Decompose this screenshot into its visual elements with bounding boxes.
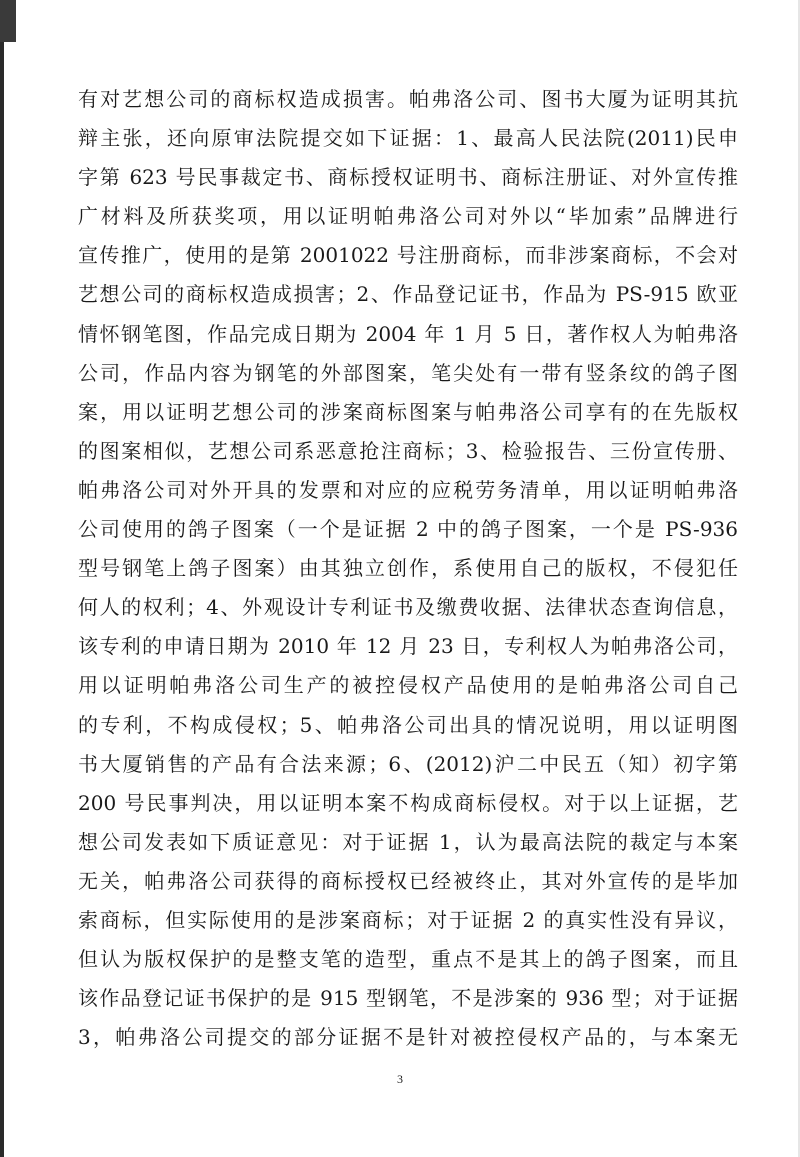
text-line: 200 号民事判决，用以证明本案不构成商标侵权。对于以上证据，艺	[78, 790, 738, 815]
text-line: 何人的权利；4、外观设计专利证书及缴费收据、法律状态查询信息，	[78, 595, 738, 620]
text-line: 但认为版权保护的是整支笔的造型，重点不是其上的鸽子图案，而且	[78, 947, 738, 972]
text-line: 公司使用的鸽子图案（一个是证据 2 中的鸽子图案，一个是 PS-936	[78, 517, 738, 542]
text-line: 无关，帕弗洛公司获得的商标授权已经被终止，其对外宣传的是毕加	[78, 868, 738, 893]
text-line: 的专利，不构成侵权；5、帕弗洛公司出具的情况说明，用以证明图	[78, 712, 738, 737]
text-line: 索商标，但实际使用的是涉案商标；对于证据 2 的真实性没有异议，	[78, 907, 738, 932]
text-line: 型号钢笔上鸽子图案）由其独立创作，系使用自己的版权，不侵犯任	[78, 556, 738, 581]
text-line: 用以证明帕弗洛公司生产的被控侵权产品使用的是帕弗洛公司自己	[78, 673, 738, 698]
page-number: 3	[397, 1072, 403, 1086]
text-line: 案，用以证明艺想公司的涉案商标图案与帕弗洛公司享有的在先版权	[78, 399, 738, 424]
text-line: 3，帕弗洛公司提交的部分证据不是针对被控侵权产品的，与本案无	[78, 1025, 738, 1050]
text-line: 艺想公司的商标权造成损害；2、作品登记证书，作品为 PS-915 欧亚	[78, 282, 738, 307]
text-line: 宣传推广，使用的是第 2001022 号注册商标，而非涉案商标，不会对	[78, 243, 738, 268]
scan-edge-corner	[0, 0, 16, 42]
text-line: 辩主张，还向原审法院提交如下证据：1、最高人民法院(2011)民申	[78, 126, 738, 151]
text-line: 广材料及所获奖项，用以证明帕弗洛公司对外以“毕加索”品牌进行	[78, 204, 738, 229]
text-line: 字第 623 号民事裁定书、商标授权证明书、商标注册证、对外宣传推	[78, 165, 738, 190]
text-line: 帕弗洛公司对外开具的发票和对应的应税劳务清单，用以证明帕弗洛	[78, 477, 738, 502]
text-line: 情怀钢笔图，作品完成日期为 2004 年 1 月 5 日，著作权人为帕弗洛	[78, 321, 738, 346]
text-line: 公司，作品内容为钢笔的外部图案，笔尖处有一带有竖条纹的鸽子图	[78, 360, 738, 385]
body-text	[78, 80, 738, 1057]
text-line: 想公司发表如下质证意见：对于证据 1，认为最高法院的裁定与本案	[78, 829, 738, 854]
text-line: 有对艺想公司的商标权造成损害。帕弗洛公司、图书大厦为证明其抗	[78, 87, 738, 111]
text-line: 书大厦销售的产品有合法来源；6、(2012)沪二中民五（知）初字第	[78, 751, 738, 776]
scan-edge	[0, 0, 4, 1157]
text-line: 该作品登记证书保护的是 915 型钢笔，不是涉案的 936 型；对于证据	[78, 986, 738, 1011]
text-line: 的图案相似，艺想公司系恶意抢注商标；3、检验报告、三份宣传册、	[78, 438, 738, 463]
text-line: 该专利的申请日期为 2010 年 12 月 23 日，专利权人为帕弗洛公司，	[78, 634, 738, 659]
